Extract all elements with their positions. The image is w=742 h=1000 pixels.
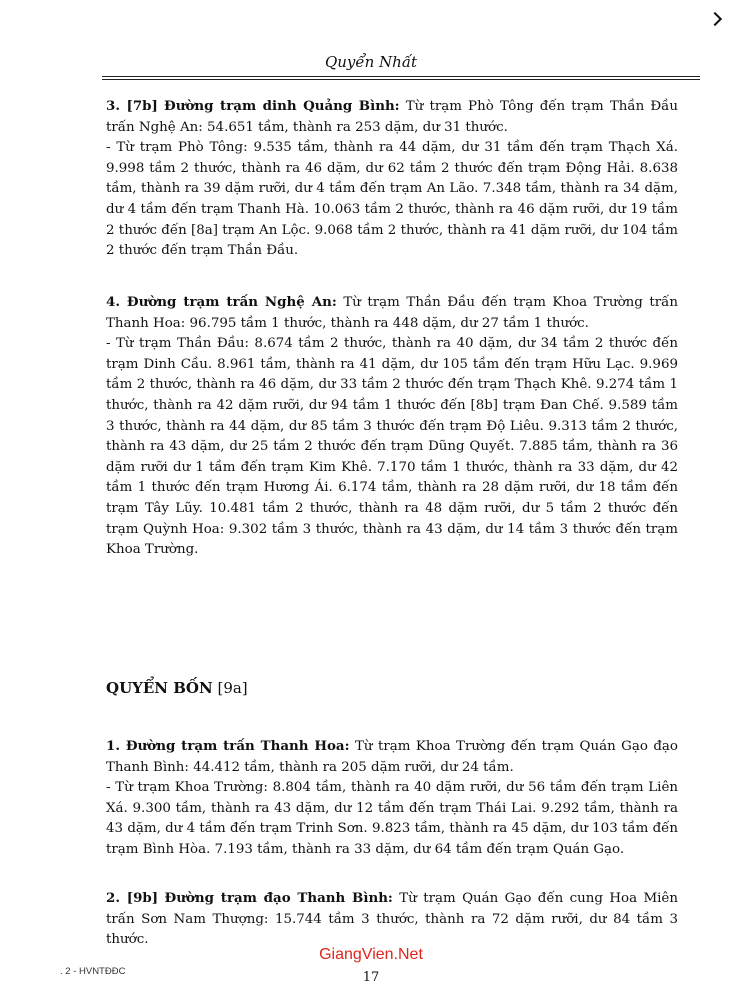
section-3-summary: Từ trạm Phò Tông đến trạm Thần Đầu trấn Nghệ An: 54.651 tầm, thành ra 253 dặm, dư 31 thước. bbox=[106, 99, 679, 135]
section-4-nghe-an bbox=[106, 292, 678, 561]
section-2-thanh-binh bbox=[106, 888, 678, 951]
section-3-heading: Đường trạm dinh Quảng Bình: bbox=[164, 98, 400, 114]
running-head: Quyển Nhất bbox=[324, 53, 418, 71]
section-4-heading: 4. Đường trạm trấn Nghệ An: bbox=[106, 294, 337, 310]
section-1-heading: 1. Đường trạm trấn Thanh Hoa: bbox=[106, 738, 350, 754]
book-four-title-ref: [9a] bbox=[217, 679, 248, 697]
book-four-title bbox=[106, 678, 248, 698]
section-3-quang-binh bbox=[106, 96, 678, 262]
section-3-summary-paragraph bbox=[106, 96, 678, 138]
section-1-thanh-hoa bbox=[106, 736, 678, 861]
footer-code: . 2 - HVNTĐĐC bbox=[60, 966, 126, 977]
section-3-ref: 3. [7b] bbox=[106, 98, 158, 114]
section-2-summary-paragraph bbox=[106, 888, 678, 951]
section-2-summary: Từ trạm Quán Gạo đến cung Hoa Miên trấn Sơn Nam Thượng: 15.744 tầm 3 thước, thành ra 72 dặm rưỡi, dư 84 tầm 3 thước. bbox=[106, 891, 678, 948]
section-2-ref: 2. [9b] bbox=[106, 890, 159, 906]
section-1-summary-paragraph bbox=[106, 736, 678, 778]
book-four-title-text: QUYỂN BỐN bbox=[106, 679, 213, 697]
corner-chevron-icon bbox=[708, 12, 722, 26]
section-2-heading: Đường trạm đạo Thanh Bình: bbox=[164, 890, 393, 906]
section-1-summary: Từ trạm Khoa Trường đến trạm Quán Gạo đạo Thanh Bình: 44.412 tầm, thành ra 205 dặm rưỡi, dư 24 tầm. bbox=[106, 739, 678, 775]
page-number: 17 bbox=[362, 970, 380, 985]
section-4-summary-paragraph bbox=[106, 292, 678, 334]
section-4-detail: - Từ trạm Thần Đầu: 8.674 tầm 2 thước, thành ra 40 dặm, dư 34 tầm 2 thước đến trạm Dinh Cầu. 8.961 tầm, thành ra 41 dặm, dư 105 tầm đến trạm Hữu Lạc. 9.969 tầm 2 thước, thành ra 46 dặm, dư 33 tầm 2 thước đến trạm Thạch Khê. 9.274 tầm 1 thước, thành ra 42 dặm rưỡi, dư 94 tầm 1 thước đến [8b] trạm Đan Chế. 9.589 tầm 3 thước, thành ra 44 dặm, dư 85 tầm 3 thước đến trạm Độ Liêu. 9.313 tầm 2 thước, thành ra 43 dặm, dư 25 tầm 2 thước đến trạm Dũng Quyết. 7.885 tầm, thành ra 36 dặm rưỡi dư 1 tầm đến trạm Kim Khê. 7.170 tầm 1 thước, thành ra 33 dặm, dư 42 tầm 1 thước đến trạm Hương Ái. 6.174 tầm, thành ra 28 dặm rưỡi, dư 18 tầm đến trạm Tây Lũy. 10.481 tầm 2 thước, thành ra 48 dặm rưỡi, dư 5 tầm 2 thước đến trạm Quỳnh Hoa: 9.302 tầm 3 thước, thành ra 43 dặm, dư 14 tầm 3 thước đến trạm Khoa Trường. bbox=[106, 336, 678, 558]
section-3-detail: - Từ trạm Phò Tông: 9.535 tầm, thành ra 44 dặm, dư 31 tầm đến trạm Thạch Xá. 9.998 tầm 2 thước, thành ra 46 dặm, dư 62 tầm 2 thước đến trạm Động Hải. 8.638 tầm, thành ra 39 dặm rưỡi, dư 4 tầm đến trạm An Lão. 7.348 tầm, thành ra 34 dặm, dư 4 tầm đến trạm Thanh Hà. 10.063 tầm 2 thước, thành ra 46 dặm rưỡi, dư 19 tầm 2 thước đến [8a] trạm An Lộc. 9.068 tầm 2 thước, thành ra 41 dặm rưỡi, dư 104 tầm 2 thước đến trạm Thần Đầu. bbox=[106, 140, 678, 259]
section-4-summary: Từ trạm Thần Đầu đến trạm Khoa Trường trấn Thanh Hoa: 96.795 tầm 1 thước, thành ra 448 dặm, dư 27 tầm 1 thước. bbox=[106, 295, 678, 331]
section-1-detail: - Từ trạm Khoa Trường: 8.804 tầm, thành ra 40 dặm rưỡi, dư 56 tầm đến trạm Liên Xá. 9.300 tầm, thành ra 43 dặm, dư 12 tầm đến trạm Thái Lai. 9.292 tầm, thành ra 43 dặm, dư 4 tầm đến trạm Trinh Sơn. 9.823 tầm, thành ra 45 dặm, dư 103 tầm đến trạm Bình Hòa. 7.193 tầm, thành ra 33 dặm, dư 64 tầm đến trạm Quán Gạo. bbox=[106, 780, 678, 857]
watermark-text: GiangVien.Net bbox=[319, 946, 423, 963]
header-rule-secondary bbox=[102, 79, 700, 80]
header-rule bbox=[102, 76, 700, 77]
